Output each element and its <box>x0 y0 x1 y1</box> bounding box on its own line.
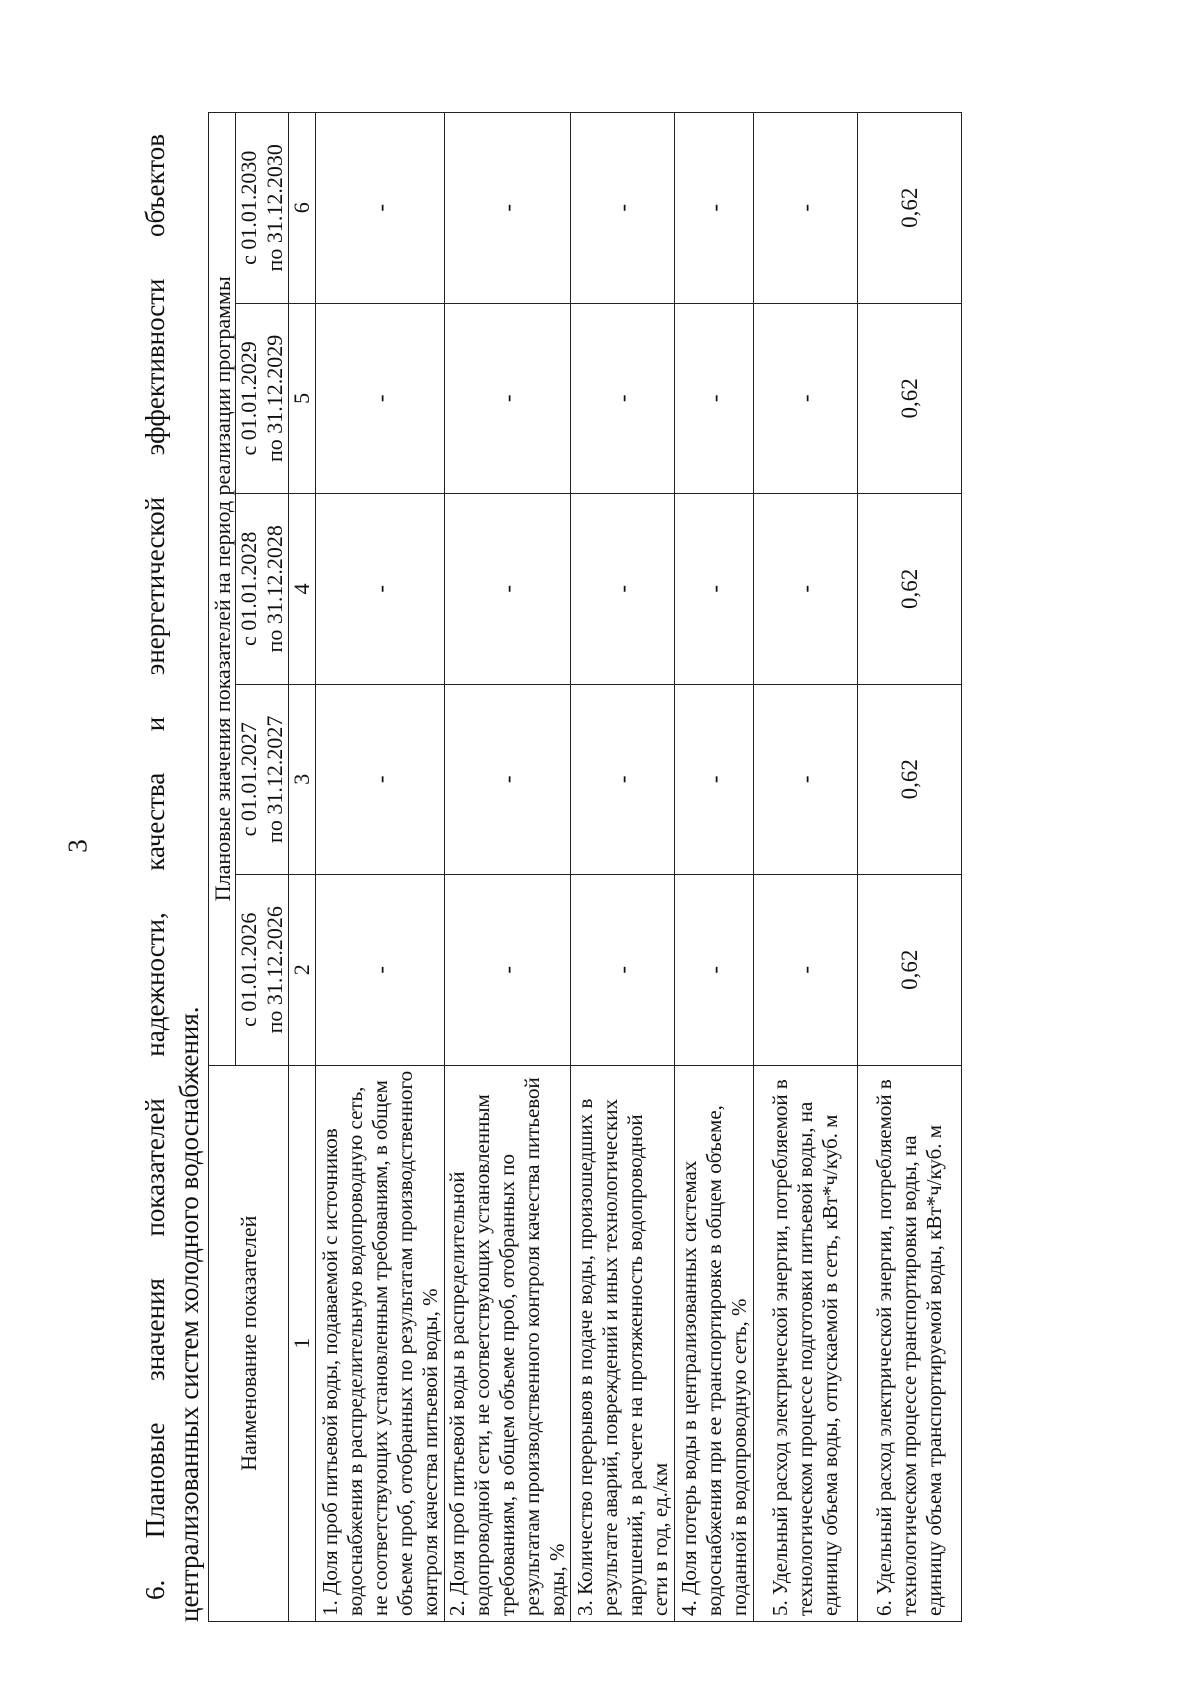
indicator-name: 3. Количество перерывов в подаче воды, произошедших в результате аварий, повреждений и иных технологических нарушений, в расчете на протяженность водопроводной сети в год, ед./км <box>571 1065 675 1621</box>
indicator-value: - <box>316 494 445 684</box>
table-row <box>445 113 571 1622</box>
indicator-value: 0,62 <box>858 684 962 874</box>
heading-word: качества <box>140 772 170 871</box>
period-header: с 01.01.2028 по 31.12.2028 <box>236 494 289 684</box>
indicator-value: - <box>571 684 675 874</box>
indicator-name: 6. Удельный расход электрической энергии, потребляемой в технологическом процессе транспортировки воды, на единицу объема транспортируемой воды, кВт*ч/куб. м <box>858 1065 962 1621</box>
period-header: с 01.01.2027 по 31.12.2027 <box>236 684 289 874</box>
indicator-value: - <box>571 303 675 493</box>
column-number: 2 <box>289 875 316 1065</box>
indicator-value: - <box>316 684 445 874</box>
page-number: 3 <box>62 839 93 853</box>
period-header: с 01.01.2030 по 31.12.2030 <box>236 113 289 304</box>
indicator-value: - <box>754 494 858 684</box>
heading-word: объектов <box>140 134 170 237</box>
heading-line-2: централизованных систем холодного водоснабжения. <box>174 1006 204 1622</box>
column-number: 1 <box>289 1065 316 1621</box>
indicator-name: 5. Удельный расход электрической энергии, потребляемой в технологическом процессе подготовки питьевой воды, на единицу объема воды, отпускаемой в сеть, кВт*ч/куб. м <box>754 1065 858 1621</box>
table-row <box>675 113 754 1622</box>
indicators-table <box>208 112 962 1622</box>
indicator-value: - <box>675 494 754 684</box>
heading-word: показателей <box>140 1098 170 1237</box>
indicator-value: - <box>316 303 445 493</box>
table-row <box>754 113 858 1622</box>
indicator-value: - <box>445 494 571 684</box>
heading-word: энергетической <box>140 496 170 676</box>
indicator-value: - <box>445 684 571 874</box>
heading-line-1 <box>138 134 172 1622</box>
indicator-value: 0,62 <box>858 303 962 493</box>
indicator-value: 0,62 <box>858 494 962 684</box>
heading-word: и <box>140 716 170 732</box>
heading-word: эффективности <box>140 278 170 456</box>
table-row <box>316 113 445 1622</box>
period-header: с 01.01.2029 по 31.12.2029 <box>236 303 289 493</box>
indicator-value: 0,62 <box>858 875 962 1065</box>
table-row <box>571 113 675 1622</box>
heading-word: 6. <box>140 1579 170 1600</box>
name-column-header: Наименование показателей <box>209 1065 289 1621</box>
indicator-value: - <box>571 113 675 304</box>
indicator-value: - <box>571 875 675 1065</box>
indicator-value: - <box>754 684 858 874</box>
column-number: 6 <box>289 113 316 304</box>
heading-word: значения <box>140 1278 170 1381</box>
table-row <box>858 113 962 1622</box>
rotated-document-content <box>138 82 1038 1622</box>
period-header: с 01.01.2026 по 31.12.2026 <box>236 875 289 1065</box>
column-number: 3 <box>289 684 316 874</box>
indicator-name: 2. Доля проб питьевой воды в распределительной водопроводной сети, не соответствующих установленным требованиям, в общем объеме проб, отобранных по результатам производственного контроля качества питьевой воды, % <box>445 1065 571 1621</box>
indicator-value: - <box>754 113 858 304</box>
indicator-value: - <box>445 875 571 1065</box>
indicator-value: 0,62 <box>858 113 962 304</box>
heading-word: Плановые <box>140 1422 170 1539</box>
indicator-value: - <box>754 303 858 493</box>
indicator-value: - <box>675 303 754 493</box>
planned-values-group-header: Плановые значения показателей на период реализации программы <box>209 113 236 1066</box>
column-number: 5 <box>289 303 316 493</box>
indicator-value: - <box>754 875 858 1065</box>
heading-word: надежности, <box>140 912 170 1057</box>
indicator-value: - <box>445 303 571 493</box>
indicator-value: - <box>316 113 445 304</box>
indicator-value: - <box>675 875 754 1065</box>
section-heading <box>138 82 206 1622</box>
indicator-value: - <box>316 875 445 1065</box>
indicator-value: - <box>571 494 675 684</box>
column-number: 4 <box>289 494 316 684</box>
indicator-name: 4. Доля потерь воды в централизованных системах водоснабжения при ее транспортировке в общем объеме, поданной в водопроводную сеть, % <box>675 1065 754 1621</box>
column-number-row <box>289 113 316 1622</box>
indicator-value: - <box>675 113 754 304</box>
indicator-name: 1. Доля проб питьевой воды, подаваемой с источников водоснабжения в распределительную водопроводную сеть, не соответствующих установленным требованиям, в общем объеме проб, отобранных по результатам производственного контроля качества питьевой воды, % <box>316 1065 445 1621</box>
indicator-value: - <box>675 684 754 874</box>
indicator-value: - <box>445 113 571 304</box>
